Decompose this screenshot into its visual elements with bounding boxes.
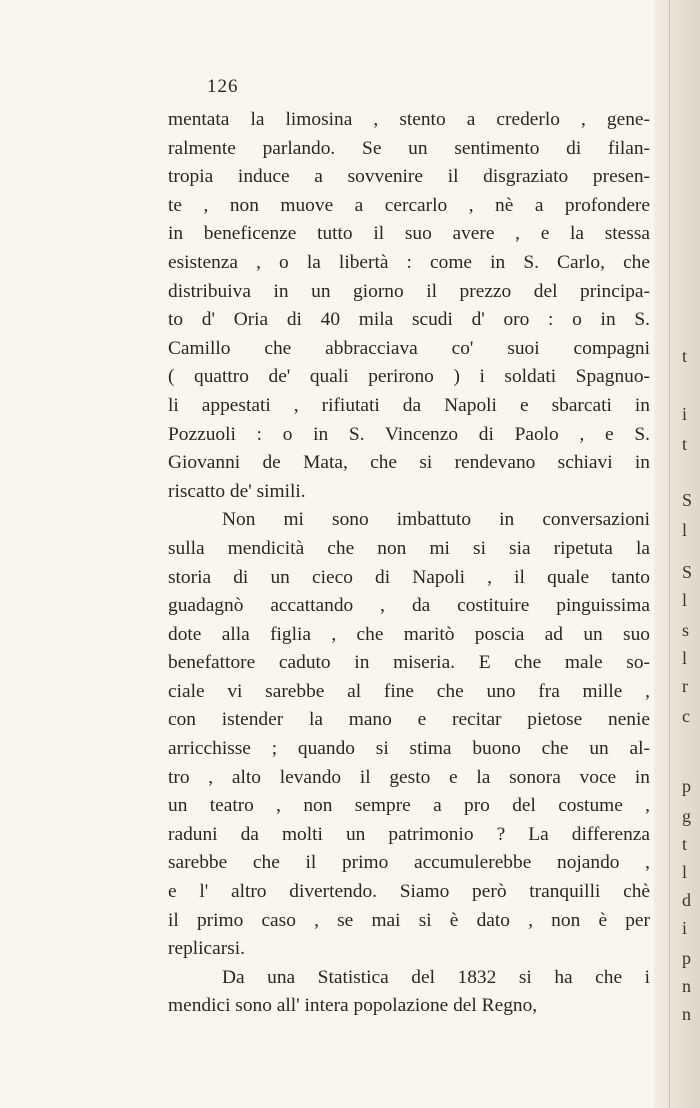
page-number: 126	[207, 76, 239, 97]
edge-fragment: l	[682, 648, 688, 668]
edge-fragment: i	[682, 404, 688, 424]
edge-fragment: l	[682, 862, 688, 882]
edge-fragment: i	[682, 918, 688, 938]
text-line: to d' Oria di 40 mila scudi d' oro : o in S.	[168, 309, 650, 331]
text-line: sarebbe che il primo accumulerebbe nojando ,	[168, 852, 650, 874]
edge-fragment: p	[682, 776, 691, 796]
text-line: ( quattro de' quali perirono ) i soldati Spagnuo-	[168, 366, 650, 388]
text-line: esistenza , o la libertà : come in S. Carlo, che	[168, 251, 650, 273]
text-line: arricchisse ; quando si stima buono che un al-	[168, 738, 650, 760]
edge-fragment: l	[682, 520, 688, 540]
text-line: benefattore caduto in miseria. E che male so-	[168, 652, 650, 674]
text-line: in beneficenze tutto il suo avere , e la stessa	[168, 223, 650, 245]
edge-fragment: S	[682, 490, 693, 510]
text-line: riscatto de' simili.	[168, 480, 306, 502]
text-line: guadagnò accattando , da costituire pinguissima	[168, 595, 650, 617]
edge-fragment: s	[682, 620, 690, 640]
edge-fragment: n	[682, 1004, 691, 1024]
text-line: distribuiva in un giorno il prezzo del principa-	[168, 280, 650, 302]
text-line: mendici sono all' intera popolazione del Regno,	[168, 995, 538, 1017]
body-text	[168, 106, 650, 1021]
edge-fragment: c	[682, 706, 690, 726]
edge-fragment: n	[682, 976, 691, 996]
paragraph	[168, 106, 650, 506]
text-line: tropia induce a sovvenire il disgraziato presen-	[168, 166, 650, 188]
edge-fragment: r	[682, 676, 688, 696]
edge-fragment: l	[682, 590, 688, 610]
text-line: te , non muove a cercarlo , nè a profondere	[168, 194, 650, 216]
text-line: li appestati , rifiutati da Napoli e sbarcati in	[168, 394, 650, 416]
text-line: raduni da molti un patrimonio ? La differenza	[168, 823, 650, 845]
paragraph	[168, 506, 650, 964]
text-line: ralmente parlando. Se un sentimento di filan-	[168, 137, 650, 159]
text-line: Non mi sono imbattuto in conversazioni	[222, 509, 650, 531]
text-line: un teatro , non sempre a pro del costume ,	[168, 795, 650, 817]
edge-fragment: t	[682, 834, 688, 854]
text-line: Camillo che abbracciava co' suoi compagni	[168, 337, 650, 359]
edge-fragment: t	[682, 434, 688, 454]
text-line: dote alla figlia , che maritò poscia ad un suo	[168, 623, 650, 645]
text-line: storia di un cieco di Napoli , il quale tanto	[168, 566, 650, 588]
text-line: Da una Statistica del 1832 si ha che i	[222, 966, 650, 988]
edge-fragment: S	[682, 562, 693, 582]
text-line: e l' altro divertendo. Siamo però tranquilli chè	[168, 881, 650, 903]
text-line: con istender la mano e recitar pietose nenie	[168, 709, 650, 731]
text-line: tro , alto levando il gesto e la sonora voce in	[168, 766, 650, 788]
page-fold-line	[669, 0, 670, 1108]
paragraph	[168, 964, 650, 1021]
edge-fragment: d	[682, 890, 691, 910]
adjacent-page-edge	[654, 0, 700, 1108]
text-line: sulla mendicità che non mi si sia ripetuta la	[168, 537, 650, 559]
edge-fragment: g	[682, 806, 691, 826]
edge-fragment: t	[682, 346, 688, 366]
text-line: mentata la limosina , stento a crederlo , gene-	[168, 109, 650, 130]
text-line: replicarsi.	[168, 938, 245, 960]
text-line: il primo caso , se mai si è dato , non è per	[168, 909, 650, 931]
text-line: Giovanni de Mata, che si rendevano schiavi in	[168, 452, 650, 474]
text-line: Pozzuoli : o in S. Vincenzo di Paolo , e S.	[168, 423, 650, 445]
edge-fragment: p	[682, 948, 691, 968]
text-line: ciale vi sarebbe al fine che uno fra mille ,	[168, 680, 650, 702]
